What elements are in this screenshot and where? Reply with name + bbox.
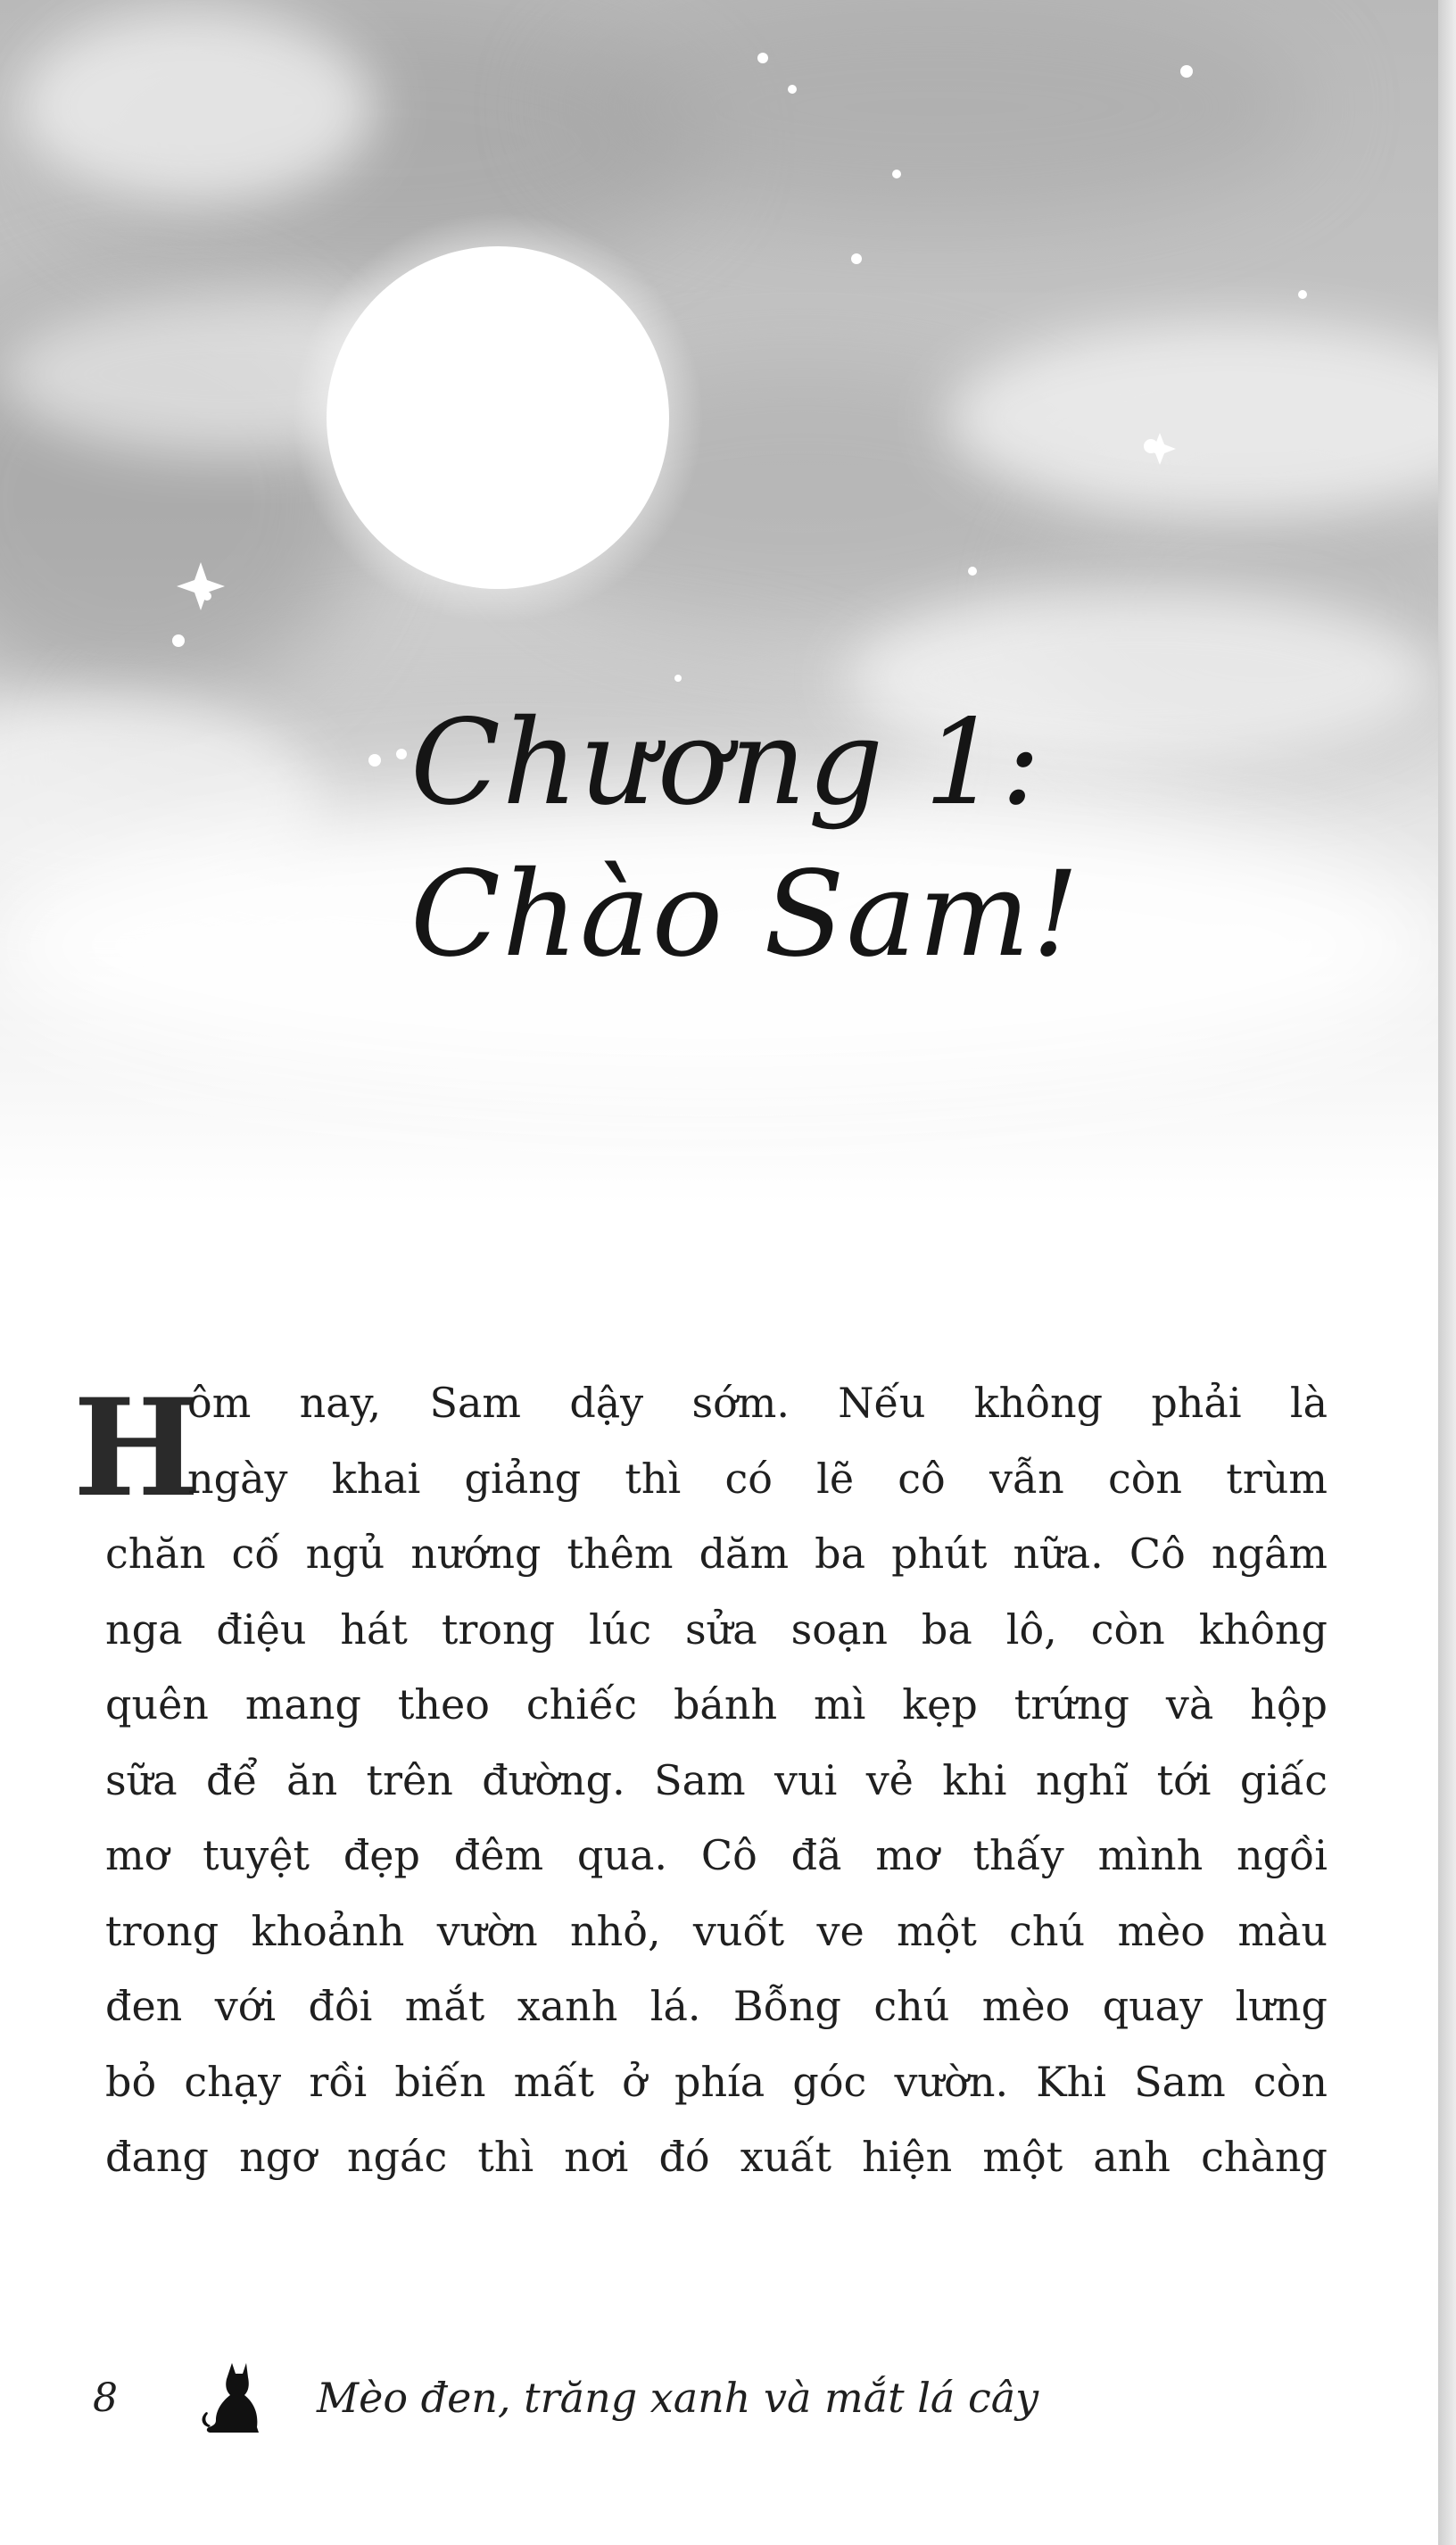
chapter-body-text <box>105 1365 1328 2195</box>
text-line: quên mang theo chiếc bánh mì kẹp trứng và hộp <box>105 1680 1328 1728</box>
text-line: bỏ chạy rồi biến mất ở phía góc vườn. Khi Sam còn <box>105 2057 1328 2106</box>
chapter-number: Chương 1: <box>410 694 1043 832</box>
text-line: đen với đôi mắt xanh lá. Bỗng chú mèo quay lưng <box>105 1982 1328 2030</box>
text-line: mơ tuyệt đẹp đêm qua. Cô đã mơ thấy mình ngồi <box>105 1831 1328 1879</box>
page-footer <box>89 2356 1160 2436</box>
cat-icon <box>196 2356 268 2438</box>
text-line: ôm nay, Sam dậy sớm. Nếu không phải là <box>187 1379 1328 1427</box>
text-line: sữa để ăn trên đường. Sam vui vẻ khi nghĩ tới giấc <box>105 1755 1328 1804</box>
chapter-title <box>410 687 1213 991</box>
text-line: ngày khai giảng thì có lẽ cô vẫn còn trùm <box>187 1454 1328 1503</box>
page-edge <box>1438 0 1456 2545</box>
page-number: 8 <box>93 2375 118 2421</box>
book-title: Mèo đen, trăng xanh và mắt lá cây <box>317 2374 1039 2422</box>
text-line: đang ngơ ngác thì nơi đó xuất hiện một anh chàng <box>105 2133 1328 2181</box>
night-sky-illustration <box>0 0 1438 1205</box>
moon <box>327 246 669 589</box>
text-line: chăn cố ngủ nướng thêm dăm ba phút nữa. Cô ngâm <box>105 1529 1328 1578</box>
text-line: trong khoảnh vườn nhỏ, vuốt ve một chú mèo màu <box>105 1906 1328 1955</box>
chapter-name: Chào Sam! <box>410 846 1081 983</box>
drop-cap: H <box>73 1370 200 1527</box>
text-line: nga điệu hát trong lúc sửa soạn ba lô, còn không <box>105 1604 1328 1654</box>
